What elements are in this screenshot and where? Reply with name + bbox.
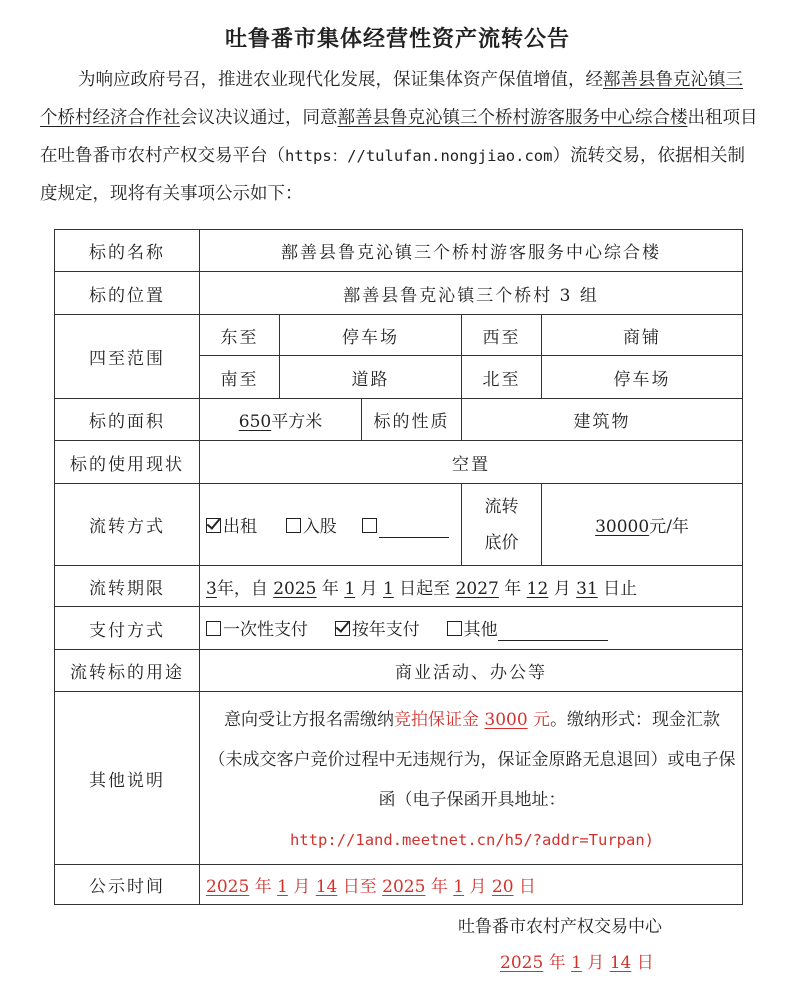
footer-day: 14 (609, 953, 632, 973)
checkbox-rent[interactable] (206, 518, 221, 533)
method-options (200, 484, 462, 566)
checkbox-share[interactable] (286, 518, 301, 533)
blank-line (498, 620, 608, 641)
footer-date (500, 948, 654, 973)
publish-text: 年 (249, 877, 278, 897)
north-label: 北至 (462, 356, 542, 399)
pay-option-annual: 按年支付 (351, 620, 420, 640)
use-label: 流转标的用途 (55, 650, 200, 692)
guarantee-link[interactable]: http://1and.meetnet.cn/h5/?addr=Turpan) (290, 831, 654, 849)
row-location (55, 272, 743, 315)
publish-start-year: 2025 (206, 877, 250, 897)
publish-text: 月 (287, 877, 316, 897)
publish-label: 公示时间 (55, 865, 200, 905)
price-label (462, 484, 542, 566)
price-label-line-1: 流转 (484, 496, 519, 517)
publish-text: 日至 (337, 877, 383, 897)
row-name (55, 230, 743, 272)
method-option-rent: 出租 (223, 516, 257, 537)
notes-label: 其他说明 (55, 692, 200, 865)
bounds-label: 四至范围 (55, 315, 200, 399)
price-value (542, 484, 743, 566)
row-method (55, 484, 743, 566)
area-label: 标的面积 (55, 399, 200, 441)
location-value: 鄯善县鲁克沁镇三个桥村 3 组 (200, 272, 743, 315)
platform-url[interactable]: https：//tulufan.nongjiao.com (285, 147, 553, 165)
period-text: 年 (316, 578, 345, 599)
publish-text: 日 (513, 877, 536, 897)
publish-text: 月 (464, 877, 492, 897)
status-label: 标的使用现状 (55, 441, 200, 484)
pay-option-other: 其他 (463, 620, 498, 640)
blank-line (379, 517, 449, 538)
publish-end-month: 1 (453, 877, 465, 897)
intro-text-4: ）流转交易，依据相关制度规定，现将有关事项公示如下： (40, 146, 745, 204)
footer-text: 日 (631, 953, 654, 973)
south-value: 道路 (280, 356, 462, 399)
use-value: 商业活动、办公等 (200, 650, 743, 692)
row-use (55, 650, 743, 692)
pay-option-lump-sum: 一次性支付 (223, 620, 308, 640)
period-text: 日起至 (393, 578, 456, 599)
row-publish (55, 865, 743, 905)
start-year: 2025 (273, 578, 317, 599)
period-text: 月 (355, 578, 383, 599)
intro-text-2: 会议决议通过，同意 (180, 108, 338, 128)
price-unit: 元/年 (649, 517, 689, 537)
east-value: 停车场 (280, 315, 462, 356)
end-month: 12 (526, 578, 549, 599)
deposit-unit: 元 (527, 710, 551, 730)
publish-value (200, 865, 743, 905)
notes-value (200, 692, 743, 865)
intro-project-name: 鄯善县鲁克沁镇三个桥村游客服务中心综合楼 (337, 108, 688, 128)
page-title: 吐鲁番市集体经营性资产流转公告 (224, 27, 570, 52)
row-period (55, 566, 743, 607)
deposit-amount: 3000 (484, 710, 528, 730)
deposit-label: 竞拍保证金 (393, 710, 485, 730)
row-payment (55, 607, 743, 650)
footer-text: 年 (543, 953, 572, 973)
period-text: 月 (548, 578, 577, 599)
row-area (55, 399, 743, 441)
period-years: 3 (206, 578, 217, 599)
south-label: 南至 (200, 356, 280, 399)
period-text: 日止 (597, 578, 638, 599)
period-label: 流转期限 (55, 566, 200, 607)
footer-month: 1 (571, 953, 582, 973)
west-value: 商铺 (542, 315, 743, 356)
price-label-line-2: 底价 (484, 532, 519, 553)
intro-text-3: 出租项目在吐鲁番市农村产权交易平台（ (40, 108, 758, 166)
checkbox-other-method[interactable] (362, 518, 377, 533)
notes-text-1: 意向受让方报名需缴纳 (223, 710, 394, 730)
status-value: 空置 (200, 441, 743, 484)
west-label: 西至 (462, 315, 542, 356)
name-value: 鄯善县鲁克沁镇三个桥村游客服务中心综合楼 (200, 230, 743, 272)
publish-text: 年 (425, 877, 454, 897)
publish-end-year: 2025 (382, 877, 426, 897)
intro-paragraph (40, 61, 760, 213)
notes-text-2: 。缴纳形式：现金汇款（未成交客户竞价过程中无违规行为，保证金原路无息退回）或电子保函（电子保函开具地址： (208, 710, 736, 810)
nature-value: 建筑物 (462, 399, 743, 441)
price-number: 30000 (595, 517, 650, 537)
publish-start-day: 14 (315, 877, 338, 897)
period-text: 年 (498, 578, 527, 599)
area-value (200, 399, 362, 441)
publish-end-day: 20 (491, 877, 514, 897)
intro-text-1: 为响应政府号召，推进农业现代化发展，保证集体资产保值增值，经 (78, 70, 603, 90)
publish-start-month: 1 (277, 877, 288, 897)
checkbox-lump-sum[interactable] (206, 621, 221, 636)
period-value (200, 566, 743, 607)
method-label: 流转方式 (55, 484, 200, 566)
end-day: 31 (576, 578, 598, 599)
end-year: 2027 (455, 578, 499, 599)
announcement-table (54, 229, 743, 905)
east-label: 东至 (200, 315, 280, 356)
location-label: 标的位置 (55, 272, 200, 315)
area-unit: 平方米 (271, 412, 323, 432)
footer-text: 月 (581, 953, 610, 973)
method-option-share: 入股 (302, 516, 337, 537)
north-value: 停车场 (542, 356, 743, 399)
row-bounds-1 (55, 315, 743, 356)
start-day: 1 (382, 578, 394, 599)
name-label: 标的名称 (55, 230, 200, 272)
area-number: 650 (238, 412, 272, 432)
row-status (55, 441, 743, 484)
payment-options (200, 607, 743, 650)
checkbox-other-payment[interactable] (447, 621, 462, 636)
checkbox-annual[interactable] (335, 621, 350, 636)
period-text: 年，自 (216, 578, 274, 599)
row-notes (55, 692, 743, 865)
footer-year: 2025 (500, 953, 544, 973)
nature-label: 标的性质 (362, 399, 462, 441)
intro-organization: 鄯善县鲁克沁镇三个桥村经济合作社 (40, 70, 743, 128)
payment-label: 支付方式 (55, 607, 200, 650)
start-month: 1 (344, 578, 356, 599)
footer-organization: 吐鲁番市农村产权交易中心 (458, 917, 662, 937)
